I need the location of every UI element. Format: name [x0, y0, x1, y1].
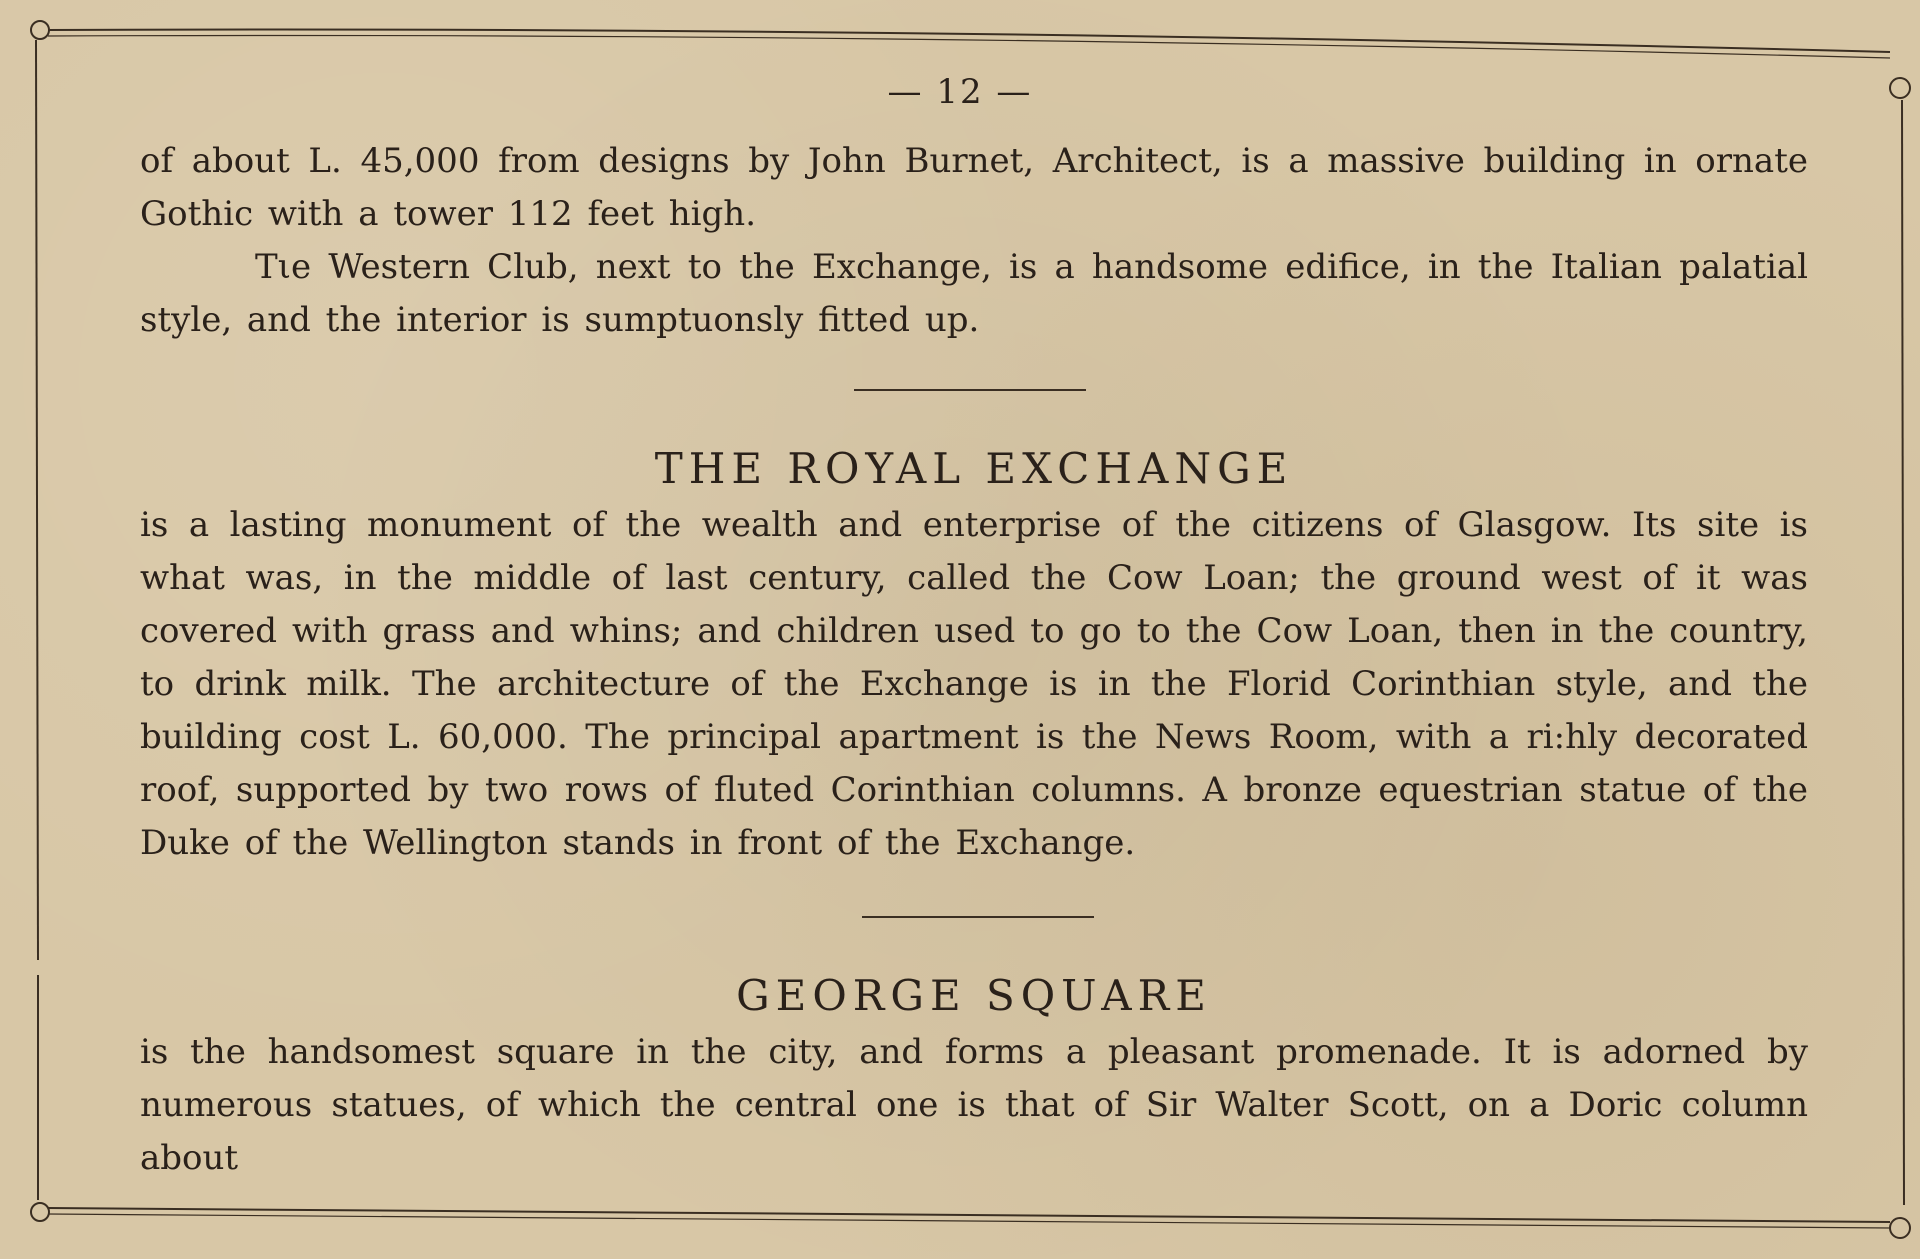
section-heading-george-square: GEORGE SQUARE	[736, 971, 1212, 1020]
intro-paragraph-1: of about L. 45,000 from designs by John Burnet, Architect, is a massive building in ornate Gothic with a tower 112 feet high.	[140, 141, 1808, 234]
section-divider	[854, 389, 1086, 391]
section-text-royal-exchange: is a lasting monument of the wealth and enterprise of the citizens of Glasgow. Its site is what was, in the middle of last century, called the Cow Loan; the ground west of it was covered with grass and whins; and children used to go to the Cow Loan, then in the country, to drink milk. The architecture of the Exchange is in the Florid Corinthian style, and the building cost L. 60,000. The principal apartment is the News Room, with a ri:hly decorated roof, supported by two rows of fluted Corinthian columns. A bronze equestrian statue of the Duke of the Wellington stands in front of the Exchange.	[140, 505, 1808, 863]
section-heading-royal-exchange: THE ROYAL EXCHANGE	[654, 444, 1294, 493]
page-number: — 12 —	[887, 72, 1033, 112]
section-divider	[862, 916, 1094, 918]
intro-paragraph-2: Tιe Western Club, next to the Exchange, is a handsome edifice, in the Italian palatial style, and the interior is sumptuonsly fitted up.	[140, 247, 1808, 340]
page-content	[140, 135, 1808, 1185]
section-text-george-square: is the handsomest square in the city, and forms a pleasant promenade. It is adorned by numerous statues, of which the central one is that of Sir Walter Scott, on a Doric column about	[140, 1032, 1808, 1178]
